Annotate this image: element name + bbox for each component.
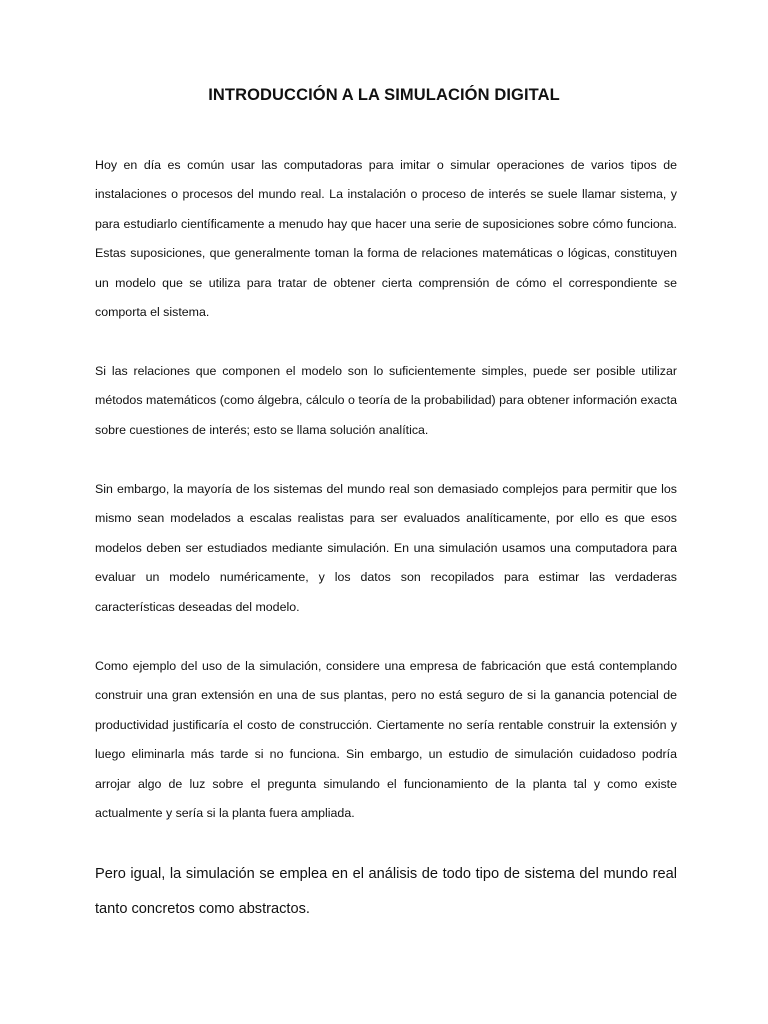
paragraph-closing: Pero igual, la simulación se emplea en el análisis de todo tipo de sistema del mundo real tanto concretos como abstractos.	[95, 866, 677, 917]
paragraph-intro: Hoy en día es común usar las computadoras para imitar o simular operaciones de varios tipos de instalaciones o procesos del mundo real. La instalación o proceso de interés se suele llamar sistema, y para estudiarlo científicamente a menudo hay que hacer una serie de suposiciones sobre cómo funciona. Estas suposiciones, que generalmente toman la forma de relaciones matemáticas o lógicas, constituyen un modelo que se utiliza para tratar de obtener cierta comprensión de cómo el correspondiente se comporta el sistema.	[95, 158, 677, 320]
paragraph-analytic-solution: Si las relaciones que componen el modelo son lo suficientemente simples, puede ser posible utilizar métodos matemáticos (como álgebra, cálculo o teoría de la probabilidad) para obtener información exacta sobre cuestiones de interés; esto se llama solución analítica.	[95, 364, 677, 437]
paragraph-simulation-need: Sin embargo, la mayoría de los sistemas del mundo real son demasiado complejos para permitir que los mismo sean modelados a escalas realistas para ser evaluados analíticamente, por ello es que esos modelos deben ser estudiados mediante simulación. En una simulación usamos una computadora para evaluar un modelo numéricamente, y los datos son recopilados para estimar las verdaderas características deseadas del modelo.	[95, 482, 677, 614]
document-title: INTRODUCCIÓN A LA SIMULACIÓN DIGITAL	[208, 86, 560, 104]
paragraph-example: Como ejemplo del uso de la simulación, considere una empresa de fabricación que está contemplando construir una gran extensión en una de sus plantas, pero no está seguro de si la ganancia potencial de productividad justificaría el costo de construcción. Ciertamente no sería rentable construir la extensión y luego eliminarla más tarde si no funciona. Sin embargo, un estudio de simulación cuidadoso podría arrojar algo de luz sobre el pregunta simulando el funcionamiento de la planta tal y como existe actualmente y sería si la planta fuera ampliada.	[95, 659, 677, 821]
